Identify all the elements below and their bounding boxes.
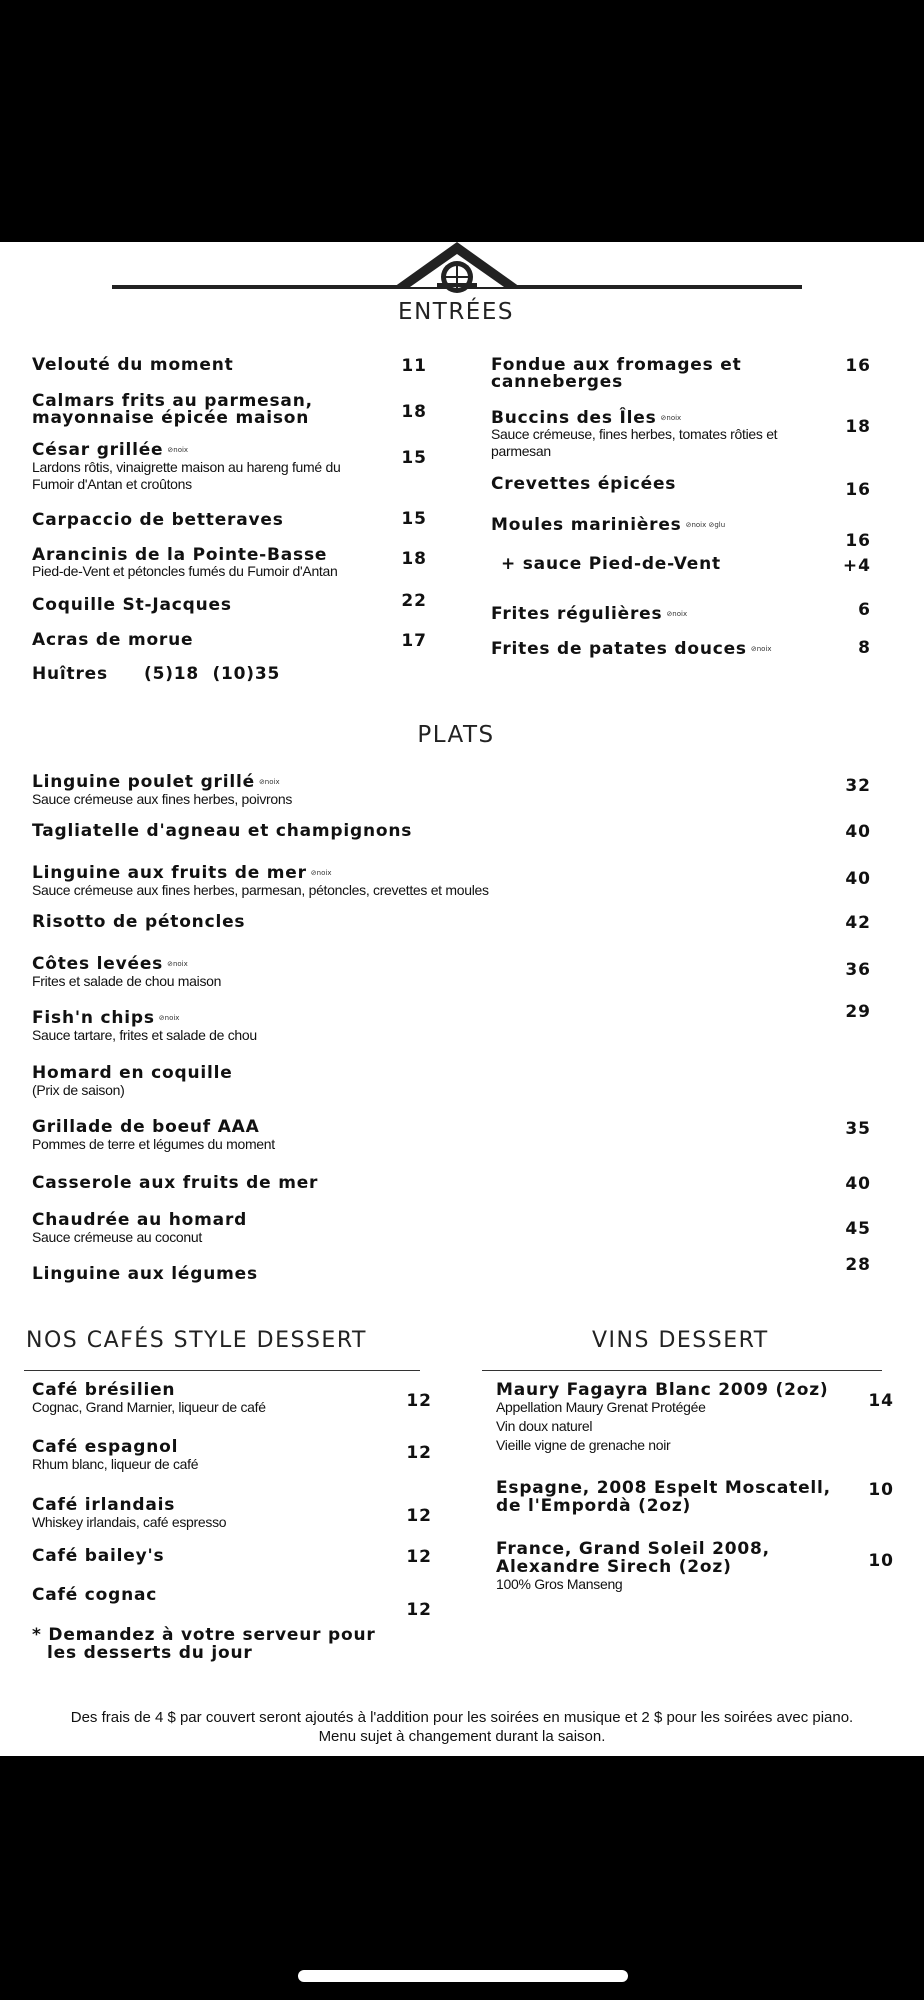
dessert-note-line2: les desserts du jour — [47, 1643, 253, 1663]
item-name-text: Frites régulières — [491, 604, 663, 624]
item-price: 12 — [406, 1547, 432, 1567]
item-name — [32, 955, 188, 973]
item-price: +4 — [842, 556, 871, 576]
item-name: Fondue aux fromages et — [491, 355, 742, 375]
item-name: Homard en coquille — [32, 1063, 233, 1083]
item-name-line2: Alexandre Sirech (2oz) — [496, 1557, 732, 1577]
item-desc: Sauce crémeuse au coconut — [32, 1229, 202, 1245]
item-desc: Vieille vigne de grenache noir — [496, 1437, 671, 1453]
item-price: 28 — [845, 1255, 871, 1275]
item-price: 10 — [868, 1480, 894, 1500]
item-name: Risotto de pétoncles — [32, 912, 246, 932]
item-price: 16 — [845, 531, 871, 551]
item-name — [32, 864, 331, 882]
item-price: 10 — [868, 1551, 894, 1571]
item-desc: Sauce crémeuse aux fines herbes, poivrons — [32, 791, 293, 807]
item-price: 17 — [401, 631, 427, 651]
footer-season-note: Menu sujet à changement durant la saison. — [318, 1728, 606, 1745]
item-name: + sauce Pied-de-Vent — [501, 554, 721, 574]
item-price: 36 — [845, 960, 871, 980]
item-name: Café bailey's — [32, 1546, 165, 1566]
item-price: 14 — [868, 1391, 894, 1411]
allergen-tag: ⊘noix — [660, 414, 682, 422]
entrees-title: ENTRÉES — [398, 299, 514, 325]
vins-divider — [482, 1370, 882, 1371]
item-name: France, Grand Soleil 2008, — [496, 1539, 770, 1559]
item-name: Café brésilien — [32, 1380, 176, 1400]
item-desc: Sauce crémeuse, fines herbes, tomates rôties et — [491, 426, 778, 442]
item-name: Calmars frits au parmesan, — [32, 391, 313, 411]
home-indicator[interactable] — [298, 1970, 628, 1982]
item-name: Velouté du moment — [32, 355, 234, 375]
item-name: Coquille St-Jacques — [32, 595, 232, 615]
item-name — [491, 640, 772, 658]
item-name: Café espagnol — [32, 1437, 179, 1457]
item-desc: 100% Gros Manseng — [496, 1576, 623, 1592]
item-price: 35 — [845, 1119, 871, 1139]
item-name: Chaudrée au homard — [32, 1210, 248, 1230]
item-name-text: Linguine aux fruits de mer — [32, 863, 307, 883]
item-name: Carpaccio de betteraves — [32, 510, 284, 530]
item-price: 15 — [401, 448, 427, 468]
allergen-tag: ⊘noix ⊘glu — [685, 521, 726, 529]
allergen-tag: ⊘noix — [167, 446, 189, 454]
item-desc: Appellation Maury Grenat Protégée — [496, 1399, 706, 1415]
item-name — [32, 1009, 179, 1027]
item-name: Crevettes épicées — [491, 474, 677, 494]
item-name: Café irlandais — [32, 1495, 176, 1515]
item-name-text: Frites de patates douces — [491, 639, 747, 659]
item-name-text: César grillée — [32, 440, 164, 460]
item-price: 11 — [401, 356, 427, 376]
item-name-line2: mayonnaise épicée maison — [32, 408, 310, 428]
item-name-line2: de l'Empordà (2oz) — [496, 1496, 692, 1516]
item-name: Maury Fagayra Blanc 2009 (2oz) — [496, 1380, 829, 1400]
item-price: 29 — [845, 1002, 871, 1022]
item-desc: Frites et salade de chou maison — [32, 973, 222, 989]
item-price: 18 — [401, 402, 427, 422]
menu-page — [0, 242, 924, 1756]
cafes-title: NOS CAFÉS STYLE DESSERT — [26, 1328, 367, 1353]
item-price: 12 — [406, 1391, 432, 1411]
item-name-text: Côtes levées — [32, 954, 164, 974]
item-name: Casserole aux fruits de mer — [32, 1173, 319, 1193]
item-price: 40 — [845, 869, 871, 889]
item-desc: Lardons rôtis, vinaigrette maison au hareng fumé du — [32, 459, 341, 475]
house-logo-icon — [112, 242, 802, 294]
item-name: Huîtres — [32, 664, 108, 684]
item-name: Café cognac — [32, 1585, 158, 1605]
item-desc: Pied-de-Vent et pétoncles fumés du Fumoir d'Antan — [32, 563, 338, 579]
item-name — [491, 605, 687, 623]
item-desc: parmesan — [491, 443, 551, 459]
allergen-tag: ⊘noix — [666, 610, 688, 618]
item-price: 40 — [845, 822, 871, 842]
item-price: 12 — [406, 1443, 432, 1463]
item-name-text: Linguine poulet grillé — [32, 772, 255, 792]
item-price: 32 — [845, 776, 871, 796]
item-desc: Rhum blanc, liqueur de café — [32, 1456, 199, 1472]
item-price: 42 — [845, 913, 871, 933]
item-name: Linguine aux légumes — [32, 1264, 258, 1284]
item-desc: Cognac, Grand Marnier, liqueur de café — [32, 1399, 266, 1415]
item-desc: Vin doux naturel — [496, 1418, 593, 1434]
item-desc: Fumoir d'Antan et croûtons — [32, 476, 192, 492]
item-name — [32, 441, 188, 459]
item-price: 18 — [401, 549, 427, 569]
item-name: Acras de morue — [32, 630, 194, 650]
oyster-prices: (5)18 (10)35 — [144, 664, 281, 684]
item-price: 15 — [401, 509, 427, 529]
item-name: Grillade de boeuf AAA — [32, 1117, 260, 1137]
allergen-tag: ⊘noix — [167, 960, 188, 968]
item-price: 12 — [406, 1506, 432, 1526]
item-name — [491, 409, 681, 427]
item-desc: Sauce crémeuse aux fines herbes, parmesan, pétoncles, crevettes et moules — [32, 882, 489, 898]
dessert-note: * Demandez à votre serveur pour — [32, 1625, 376, 1645]
allergen-tag: ⊘noix — [750, 645, 772, 653]
item-desc: Pommes de terre et légumes du moment — [32, 1136, 275, 1152]
item-name: Espagne, 2008 Espelt Moscatell, — [496, 1478, 831, 1498]
item-desc: (Prix de saison) — [32, 1082, 125, 1098]
item-price: 18 — [845, 417, 871, 437]
item-name — [491, 516, 725, 534]
item-price: 8 — [858, 638, 871, 658]
item-name-line2: canneberges — [491, 372, 623, 392]
allergen-tag: ⊘noix — [258, 778, 280, 786]
footer-fees-note: Des frais de 4 $ par couvert seront ajoutés à l'addition pour les soirées en musique et 2 $ pour les soirées avec piano. — [70, 1709, 854, 1726]
item-price: 45 — [845, 1219, 871, 1239]
item-name: Arancinis de la Pointe-Basse — [32, 545, 328, 565]
item-name-text: Moules marinières — [491, 515, 682, 535]
item-price: 6 — [858, 600, 871, 620]
allergen-tag: ⊘noix — [310, 869, 332, 877]
item-name-text: Fish'n chips — [32, 1008, 155, 1028]
item-name: Tagliatelle d'agneau et champignons — [32, 821, 413, 841]
item-price: 12 — [406, 1600, 432, 1620]
cafes-divider — [24, 1370, 420, 1371]
item-price: 22 — [401, 591, 427, 611]
plats-title: PLATS — [417, 722, 495, 748]
item-price: 16 — [845, 356, 871, 376]
item-name — [32, 773, 280, 791]
item-name-text: Buccins des Îles — [491, 408, 657, 428]
vins-title: VINS DESSERT — [592, 1328, 769, 1353]
item-desc: Whiskey irlandais, café espresso — [32, 1514, 227, 1530]
item-desc: Sauce tartare, frites et salade de chou — [32, 1027, 257, 1043]
item-price: 40 — [845, 1174, 871, 1194]
allergen-tag: ⊘noix — [158, 1014, 180, 1022]
item-price: 16 — [845, 480, 871, 500]
